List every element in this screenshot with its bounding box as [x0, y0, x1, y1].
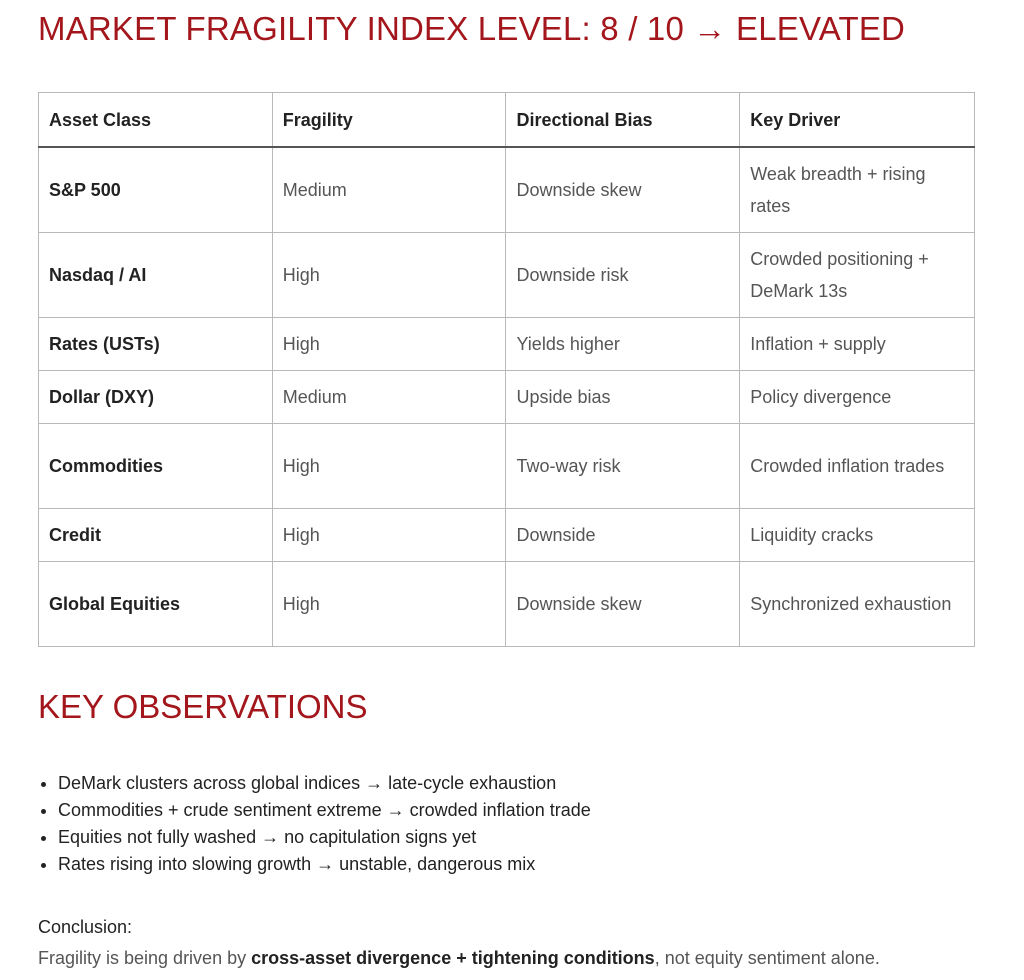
conclusion-prefix: Fragility is being driven by — [38, 948, 252, 968]
conclusion-text — [38, 948, 880, 969]
table-header-row — [39, 93, 975, 148]
directional-bias-cell: Downside skew — [506, 147, 740, 233]
directional-bias-cell: Downside — [506, 509, 740, 562]
directional-bias-cell: Two-way risk — [506, 424, 740, 509]
asset-class-cell: Nasdaq / AI — [39, 233, 273, 318]
conclusion-label: Conclusion: — [38, 917, 133, 937]
key-driver-cell: Crowded positioning + DeMark 13s — [740, 233, 975, 318]
fragility-cell: Medium — [272, 147, 506, 233]
table-row — [39, 509, 975, 562]
fragility-cell: Medium — [272, 371, 506, 424]
column-header-fragility: Fragility — [272, 93, 506, 148]
observations-list — [38, 770, 591, 878]
table-row — [39, 371, 975, 424]
column-header-key-driver: Key Driver — [740, 93, 975, 148]
conclusion-suffix: , not equity sentiment alone. — [654, 948, 880, 968]
asset-class-cell: Credit — [39, 509, 273, 562]
directional-bias-cell: Yields higher — [506, 318, 740, 371]
key-driver-cell: Liquidity cracks — [740, 509, 975, 562]
asset-class-cell: S&P 500 — [39, 147, 273, 233]
fragility-cell: High — [272, 562, 506, 647]
asset-class-cell: Global Equities — [39, 562, 273, 647]
conclusion-emphasis: cross-asset divergence + tightening conditions — [251, 948, 655, 968]
column-header-directional-bias: Directional Bias — [506, 93, 740, 148]
list-item: • DeMark clusters across global indices → late-cycle exhaustion — [58, 770, 591, 797]
table-row — [39, 562, 975, 647]
key-driver-cell: Policy divergence — [740, 371, 975, 424]
key-driver-cell: Weak breadth + rising rates — [740, 147, 975, 233]
table-row — [39, 318, 975, 371]
asset-class-cell: Rates (USTs) — [39, 318, 273, 371]
directional-bias-cell: Downside risk — [506, 233, 740, 318]
table-row — [39, 233, 975, 318]
section-heading-key-observations: KEY OBSERVATIONS — [38, 688, 368, 725]
column-header-asset-class: Asset Class — [39, 93, 273, 148]
table-row — [39, 147, 975, 233]
page-title: MARKET FRAGILITY INDEX LEVEL: 8 / 10 → ELEVATED — [38, 10, 906, 47]
fragility-cell: High — [272, 424, 506, 509]
key-driver-cell: Synchronized exhaustion — [740, 562, 975, 647]
key-driver-cell: Crowded inflation trades — [740, 424, 975, 509]
list-item: • Rates rising into slowing growth → unstable, dangerous mix — [58, 851, 591, 878]
list-item: • Commodities + crude sentiment extreme → crowded inflation trade — [58, 797, 591, 824]
asset-class-cell: Commodities — [39, 424, 273, 509]
fragility-cell: High — [272, 233, 506, 318]
directional-bias-cell: Upside bias — [506, 371, 740, 424]
list-item: • Equities not fully washed → no capitulation signs yet — [58, 824, 591, 851]
asset-class-cell: Dollar (DXY) — [39, 371, 273, 424]
fragility-cell: High — [272, 318, 506, 371]
key-driver-cell: Inflation + supply — [740, 318, 975, 371]
table-row — [39, 424, 975, 509]
fragility-cell: High — [272, 509, 506, 562]
directional-bias-cell: Downside skew — [506, 562, 740, 647]
fragility-table — [38, 92, 975, 647]
